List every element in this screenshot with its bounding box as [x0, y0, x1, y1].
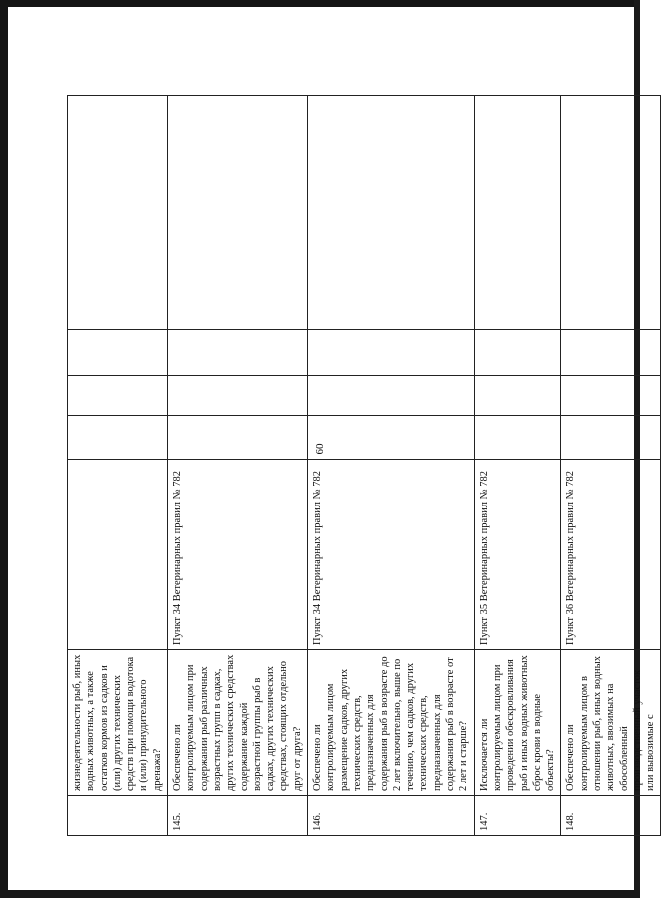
- scan-border-bottom: [0, 890, 640, 898]
- row-question: жизнедеятельности рыб, иных водных животных, а также остатков кормов из садков и (или) других технических средств при помощи водотока и (или) принудительного дренажа?: [68, 650, 168, 796]
- answer-na-cell: [68, 330, 168, 376]
- row-question: Исключается ли контролируемым лицом при проведении обескровливания рыб и иных водных животных сброс крови в водные объекты?: [474, 650, 561, 796]
- note-cell: [474, 96, 561, 330]
- row-reference: Пункт 35 Ветеринарных правил № 782: [474, 460, 561, 650]
- scan-border-left: [0, 0, 8, 898]
- table-row: [474, 96, 561, 836]
- page-number: 60: [314, 443, 326, 455]
- answer-no-cell: [474, 376, 561, 416]
- answer-no-cell: [308, 376, 475, 416]
- row-number: 145.: [168, 796, 308, 836]
- note-cell: [308, 96, 475, 330]
- row-question: Обеспечено ли контролируемым лицом размещение садков, других технических средств, предназначенных для содержания рыб в возрасте до 2 лет включительно, выше по течению, чем садков, других технических средств, предназначенных для содержания рыб в возрасте от 2 лет и старше?: [308, 650, 475, 796]
- row-reference: [68, 460, 168, 650]
- note-cell: [68, 96, 168, 330]
- answer-yes-cell: [168, 416, 308, 460]
- note-cell: [561, 96, 661, 330]
- answer-na-cell: [474, 330, 561, 376]
- answer-na-cell: [561, 330, 661, 376]
- row-question: Обеспечено ли контролируемым лицом в отношении рыб, иных водных животных, ввозимых на обособленный производственный участок или вывозимые с: [561, 650, 661, 796]
- row-reference: Пункт 34 Ветеринарных правил № 782: [308, 460, 475, 650]
- row-number: 148.: [561, 796, 661, 836]
- table-row: [68, 96, 168, 836]
- table-row: [561, 96, 661, 836]
- checklist-table: [67, 95, 661, 836]
- answer-yes-cell: [308, 416, 475, 460]
- row-number: 146.: [308, 796, 475, 836]
- rotated-page: [67, 96, 657, 836]
- table-row: [308, 96, 475, 836]
- answer-no-cell: [168, 376, 308, 416]
- answer-na-cell: [168, 330, 308, 376]
- row-number: [68, 796, 168, 836]
- row-question: Обеспечено ли контролируемым лицом при содержании рыб различных возрастных групп в садках, других технических средствах содержание каждой возрастной группы рыб в садках, других технических средствах, стоящих отдельно друг от друга?: [168, 650, 308, 796]
- answer-yes-cell: [68, 416, 168, 460]
- note-cell: [168, 96, 308, 330]
- row-reference: Пункт 36 Ветеринарных правил № 782: [561, 460, 661, 650]
- answer-na-cell: [308, 330, 475, 376]
- answer-no-cell: [68, 376, 168, 416]
- table-row: [168, 96, 308, 836]
- row-reference: Пункт 34 Ветеринарных правил № 782: [168, 460, 308, 650]
- scan-border-top: [0, 0, 640, 7]
- answer-yes-cell: [561, 416, 661, 460]
- answer-yes-cell: [474, 416, 561, 460]
- answer-no-cell: [561, 376, 661, 416]
- row-number: 147.: [474, 796, 561, 836]
